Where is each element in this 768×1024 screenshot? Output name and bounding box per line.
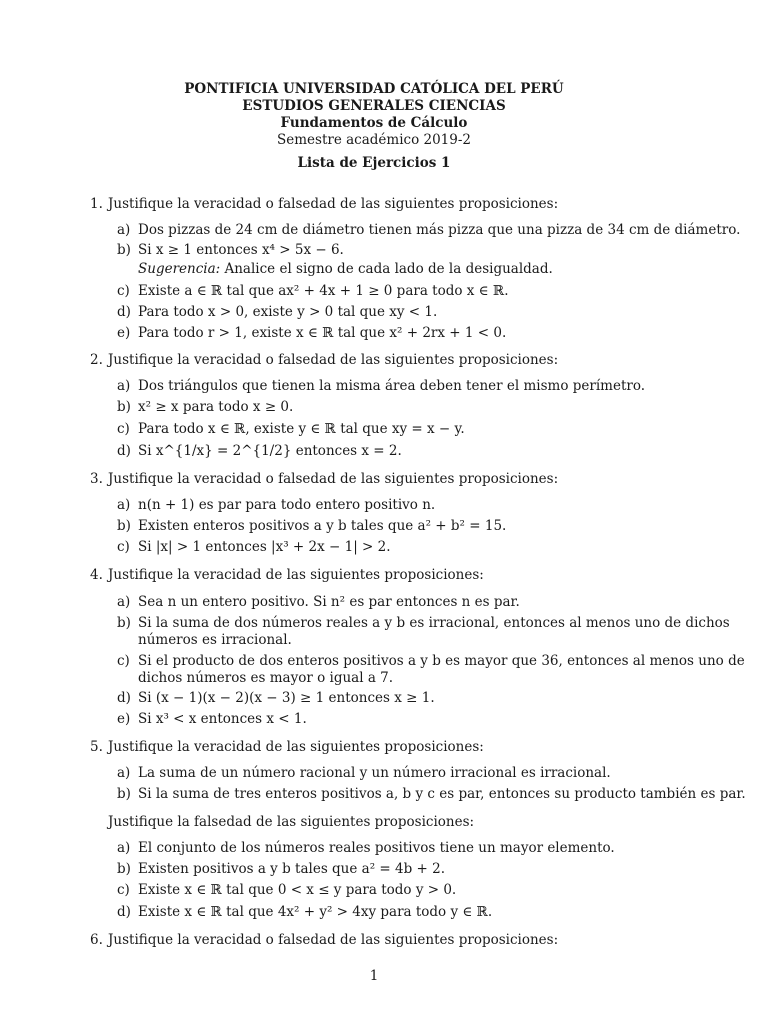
question-number: 4. — [90, 567, 103, 583]
item-label: a) — [117, 594, 131, 610]
item-label: c) — [117, 421, 130, 437]
item-label: e) — [117, 711, 131, 727]
hint-text: Analice el signo de cada lado de la desigualdad. — [224, 261, 553, 277]
hint-label: Sugerencia: — [138, 261, 221, 277]
item-label: d) — [117, 690, 131, 706]
item-label: c) — [117, 882, 130, 898]
item-label: b) — [117, 242, 131, 258]
item-text: La suma de un número racional y un número irracional es irracional. — [138, 765, 611, 781]
item-text: Si |x| > 1 entonces |x³ + 2x − 1| > 2. — [138, 539, 391, 555]
item-label: b) — [117, 861, 131, 877]
item-text: Si x³ < x entonces x < 1. — [138, 711, 307, 727]
item-label: a) — [117, 840, 131, 856]
item-text: Existen enteros positivos a y b tales que a² + b² = 15. — [138, 518, 507, 534]
question-number: 2. — [90, 352, 103, 368]
item-text: Existen positivos a y b tales que a² = 4b + 2. — [138, 861, 446, 877]
item-label: d) — [117, 304, 131, 320]
item-text: Para todo x > 0, existe y > 0 tal que xy < 1. — [138, 304, 438, 320]
question-text: Justifique la falsedad de las siguientes proposiciones: — [108, 814, 475, 830]
question-number: 5. — [90, 739, 103, 755]
item-text: Si la suma de dos números reales a y b es irracional, entonces al menos uno de dichos — [138, 615, 730, 631]
item-text: Si x^{1/x} = 2^{1/2} entonces x = 2. — [138, 443, 402, 459]
question-text: Justifique la veracidad o falsedad de las siguientes proposiciones: — [108, 196, 559, 212]
item-label: d) — [117, 904, 131, 920]
item-text: Existe x ∈ ℝ tal que 4x² + y² > 4xy para todo y ∈ ℝ. — [138, 904, 493, 920]
item-text: Existe x ∈ ℝ tal que 0 < x ≤ y para todo y > 0. — [138, 882, 457, 898]
item-text: Sea n un entero positivo. Si n² es par entonces n es par. — [138, 594, 520, 610]
item-label: d) — [117, 443, 131, 459]
question-text: Justifique la veracidad de las siguientes proposiciones: — [108, 739, 484, 755]
item-label: b) — [117, 786, 131, 802]
item-text: Si (x − 1)(x − 2)(x − 3) ≥ 1 entonces x ≥ 1. — [138, 690, 435, 706]
question-number: 1. — [90, 196, 103, 212]
question-text: Justifique la veracidad de las siguientes proposiciones: — [108, 567, 484, 583]
item-text: x² ≥ x para todo x ≥ 0. — [138, 399, 294, 415]
item-text: Si x ≥ 1 entonces x⁴ > 5x − 6. — [138, 242, 344, 258]
item-text: Para todo x ∈ ℝ, existe y ∈ ℝ tal que xy = x − y. — [138, 421, 465, 437]
item-text: Dos triángulos que tienen la misma área deben tener el mismo perímetro. — [138, 378, 646, 394]
page-number: 1 — [369, 968, 379, 984]
item-label: c) — [117, 539, 130, 555]
question-number: 3. — [90, 471, 103, 487]
item-text: Si el producto de dos enteros positivos a y b es mayor que 36, entonces al menos uno de — [138, 653, 745, 669]
question-number: 6. — [90, 932, 103, 948]
item-text: Para todo r > 1, existe x ∈ ℝ tal que x² + 2rx + 1 < 0. — [138, 325, 507, 341]
item-label: c) — [117, 653, 130, 669]
item-text: Dos pizzas de 24 cm de diámetro tienen más pizza que una pizza de 34 cm de diámetro. — [138, 222, 741, 238]
question-text: Justifique la veracidad o falsedad de las siguientes proposiciones: — [108, 471, 559, 487]
studies-title: ESTUDIOS GENERALES CIENCIAS — [242, 98, 506, 114]
item-label: a) — [117, 765, 131, 781]
item-label: b) — [117, 518, 131, 534]
semester-line: Semestre académico 2019-2 — [276, 132, 471, 148]
item-text: dichos números es mayor o igual a 7. — [138, 670, 394, 686]
list-title: Lista de Ejercicios 1 — [297, 155, 451, 171]
item-label: c) — [117, 283, 130, 299]
course-title: Fundamentos de Cálculo — [280, 115, 468, 131]
item-label: b) — [117, 615, 131, 631]
item-label: a) — [117, 222, 131, 238]
item-text: números es irracional. — [138, 632, 292, 648]
item-label: b) — [117, 399, 131, 415]
item-text: El conjunto de los números reales positivos tiene un mayor elemento. — [138, 840, 615, 856]
item-text: Si la suma de tres enteros positivos a, b y c es par, entonces su producto también es par. — [138, 786, 746, 802]
item-label: a) — [117, 378, 131, 394]
item-label: e) — [117, 325, 131, 341]
university-title: PONTIFICIA UNIVERSIDAD CATÓLICA DEL PERÚ — [184, 81, 564, 97]
question-text: Justifique la veracidad o falsedad de las siguientes proposiciones: — [108, 932, 559, 948]
item-text: Existe a ∈ ℝ tal que ax² + 4x + 1 ≥ 0 para todo x ∈ ℝ. — [138, 283, 509, 299]
question-text: Justifique la veracidad o falsedad de las siguientes proposiciones: — [108, 352, 559, 368]
item-label: a) — [117, 497, 131, 513]
item-text: n(n + 1) es par para todo entero positivo n. — [138, 497, 436, 513]
